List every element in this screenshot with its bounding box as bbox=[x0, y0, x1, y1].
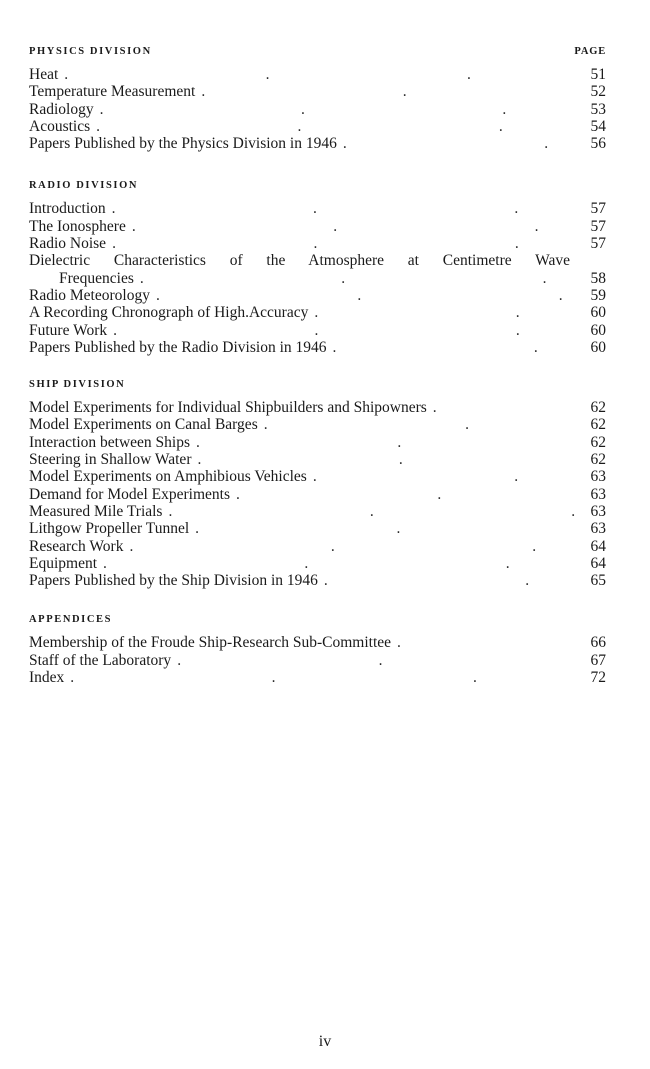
entry-title: Model Experiments for Individual Shipbuilders and Shipowners bbox=[29, 399, 427, 417]
entry-page: 67 bbox=[590, 651, 606, 669]
entry-page: 52 bbox=[590, 83, 606, 101]
dot-leader bbox=[196, 434, 580, 451]
toc-entry bbox=[29, 434, 606, 451]
toc-section-physics bbox=[29, 44, 606, 152]
dot-leader bbox=[140, 270, 580, 287]
entry-page: 66 bbox=[590, 634, 606, 652]
entry-title: A Recording Chronograph of High.Accuracy bbox=[29, 304, 309, 322]
entry-title: Papers Published by the Physics Division in 1946 bbox=[29, 135, 337, 153]
section-heading: RADIO DIVISION bbox=[29, 180, 139, 192]
entry-title: Radiology bbox=[29, 100, 94, 118]
toc-entry bbox=[29, 339, 606, 356]
entry-page: 57 bbox=[590, 217, 606, 235]
entry-title: Index bbox=[29, 669, 65, 687]
dot-leader bbox=[113, 322, 580, 339]
toc-section-radio bbox=[29, 178, 606, 356]
toc-entry bbox=[29, 669, 606, 686]
dot-leader bbox=[70, 669, 580, 686]
dot-leader bbox=[264, 416, 580, 433]
toc-entry bbox=[29, 287, 606, 304]
entry-page: 65 bbox=[590, 572, 606, 590]
dot-leader bbox=[168, 503, 580, 520]
toc-entry bbox=[29, 399, 606, 416]
toc-section-ship bbox=[29, 377, 606, 589]
entry-title: Radio Noise bbox=[29, 235, 107, 253]
toc-entries bbox=[29, 66, 606, 152]
toc-entry bbox=[29, 83, 606, 100]
toc-entry bbox=[29, 322, 606, 339]
entry-title: Frequencies bbox=[59, 269, 134, 287]
entry-page: 63 bbox=[590, 502, 606, 520]
section-heading-row bbox=[29, 178, 606, 194]
toc-entry bbox=[29, 555, 606, 572]
dot-leader bbox=[333, 339, 580, 356]
entry-title: Research Work bbox=[29, 537, 124, 555]
dot-leader bbox=[324, 572, 580, 589]
entry-page: 63 bbox=[590, 485, 606, 503]
toc-entry bbox=[29, 218, 606, 235]
toc-entry bbox=[29, 135, 606, 152]
entry-page: 63 bbox=[590, 468, 606, 486]
entry-page: 60 bbox=[590, 321, 606, 339]
toc-entry-first-line: Dielectric Characteristics of the Atmosphere at Centimetre Wave bbox=[29, 252, 570, 270]
toc-entry bbox=[29, 538, 606, 555]
dot-leader bbox=[313, 468, 580, 485]
toc-entry bbox=[29, 101, 606, 118]
dot-leader bbox=[236, 486, 580, 503]
entry-page: 60 bbox=[590, 304, 606, 322]
toc-entry bbox=[29, 486, 606, 503]
toc-entry bbox=[29, 416, 606, 433]
entry-title: Interaction between Ships bbox=[29, 433, 190, 451]
entry-page: 63 bbox=[590, 520, 606, 538]
dot-leader bbox=[197, 451, 580, 468]
entry-page: 51 bbox=[590, 66, 606, 83]
toc-entry bbox=[29, 66, 606, 83]
toc-section-appendices bbox=[29, 612, 606, 686]
toc-entry bbox=[29, 304, 606, 321]
page-column-header: PAGE bbox=[574, 46, 606, 57]
toc-entries bbox=[29, 200, 606, 356]
section-heading-row bbox=[29, 377, 606, 393]
entry-title: Model Experiments on Canal Barges bbox=[29, 416, 258, 434]
entry-title: The Ionosphere bbox=[29, 217, 126, 235]
toc-entry bbox=[29, 503, 606, 520]
toc-entry bbox=[29, 652, 606, 669]
entry-title: Steering in Shallow Water bbox=[29, 451, 192, 469]
entry-page: 57 bbox=[590, 235, 606, 253]
entry-page: 64 bbox=[590, 554, 606, 572]
dot-leader bbox=[343, 135, 580, 152]
dot-leader bbox=[201, 83, 580, 100]
entry-page: 59 bbox=[590, 286, 606, 304]
section-heading-row bbox=[29, 612, 606, 628]
entry-title: Lithgow Propeller Tunnel bbox=[29, 520, 190, 538]
dot-leader bbox=[433, 399, 580, 416]
entry-title: Demand for Model Experiments bbox=[29, 485, 231, 503]
dot-leader bbox=[112, 200, 580, 217]
dot-leader bbox=[397, 634, 580, 651]
entry-page: 54 bbox=[590, 117, 606, 135]
section-heading: APPENDICES bbox=[29, 614, 113, 626]
page-number: iv bbox=[318, 1033, 332, 1050]
entry-title: Introduction bbox=[29, 200, 106, 218]
dot-leader bbox=[195, 520, 580, 537]
dot-leader bbox=[156, 287, 580, 304]
toc-entries bbox=[29, 399, 606, 589]
section-heading: SHIP DIVISION bbox=[29, 379, 126, 391]
toc-entry bbox=[29, 468, 606, 485]
entry-title: Future Work bbox=[29, 321, 108, 339]
entry-page: 57 bbox=[590, 200, 606, 218]
entry-page: 53 bbox=[590, 100, 606, 118]
toc-entry bbox=[29, 634, 606, 651]
entry-page: 60 bbox=[590, 338, 606, 356]
entry-title: Radio Meteorology bbox=[29, 286, 150, 304]
entry-title: Model Experiments on Amphibious Vehicles bbox=[29, 468, 307, 486]
dot-leader bbox=[100, 101, 580, 118]
dot-leader bbox=[96, 118, 580, 135]
toc-entry bbox=[29, 118, 606, 135]
dot-leader bbox=[64, 66, 580, 83]
dot-leader bbox=[103, 555, 580, 572]
entry-page: 58 bbox=[590, 269, 606, 287]
entry-page: 62 bbox=[590, 399, 606, 417]
toc-entry bbox=[29, 572, 606, 589]
entry-page: 64 bbox=[590, 537, 606, 555]
dot-leader bbox=[132, 218, 580, 235]
toc-entry-continuation bbox=[29, 270, 606, 287]
table-of-contents bbox=[29, 44, 606, 686]
entry-page: 62 bbox=[590, 433, 606, 451]
entry-title: Measured Mile Trials bbox=[29, 502, 163, 520]
entry-title: Papers Published by the Ship Division in 1946 bbox=[29, 572, 318, 590]
entry-title: Acoustics bbox=[29, 117, 91, 135]
dot-leader bbox=[314, 304, 580, 321]
section-heading-row bbox=[29, 44, 606, 60]
entry-page: 72 bbox=[590, 669, 606, 687]
toc-entry bbox=[29, 235, 606, 252]
entry-page: 62 bbox=[590, 416, 606, 434]
entry-title: Temperature Measurement bbox=[29, 83, 196, 101]
entry-title: Papers Published by the Radio Division in 1946 bbox=[29, 338, 327, 356]
dot-leader bbox=[129, 538, 580, 555]
entry-page: 62 bbox=[590, 451, 606, 469]
entry-title: Staff of the Laboratory bbox=[29, 651, 172, 669]
toc-entry bbox=[29, 200, 606, 217]
dot-leader bbox=[177, 652, 580, 669]
section-heading: PHYSICS DIVISION bbox=[29, 46, 152, 57]
dot-leader bbox=[112, 235, 580, 252]
toc-entry bbox=[29, 451, 606, 468]
toc-entry bbox=[29, 520, 606, 537]
entry-title: Equipment bbox=[29, 554, 98, 572]
entry-title: Heat bbox=[29, 66, 59, 83]
toc-entries bbox=[29, 634, 606, 686]
entry-title: Membership of the Froude Ship-Research Sub-Committee bbox=[29, 634, 392, 652]
entry-page: 56 bbox=[590, 135, 606, 153]
